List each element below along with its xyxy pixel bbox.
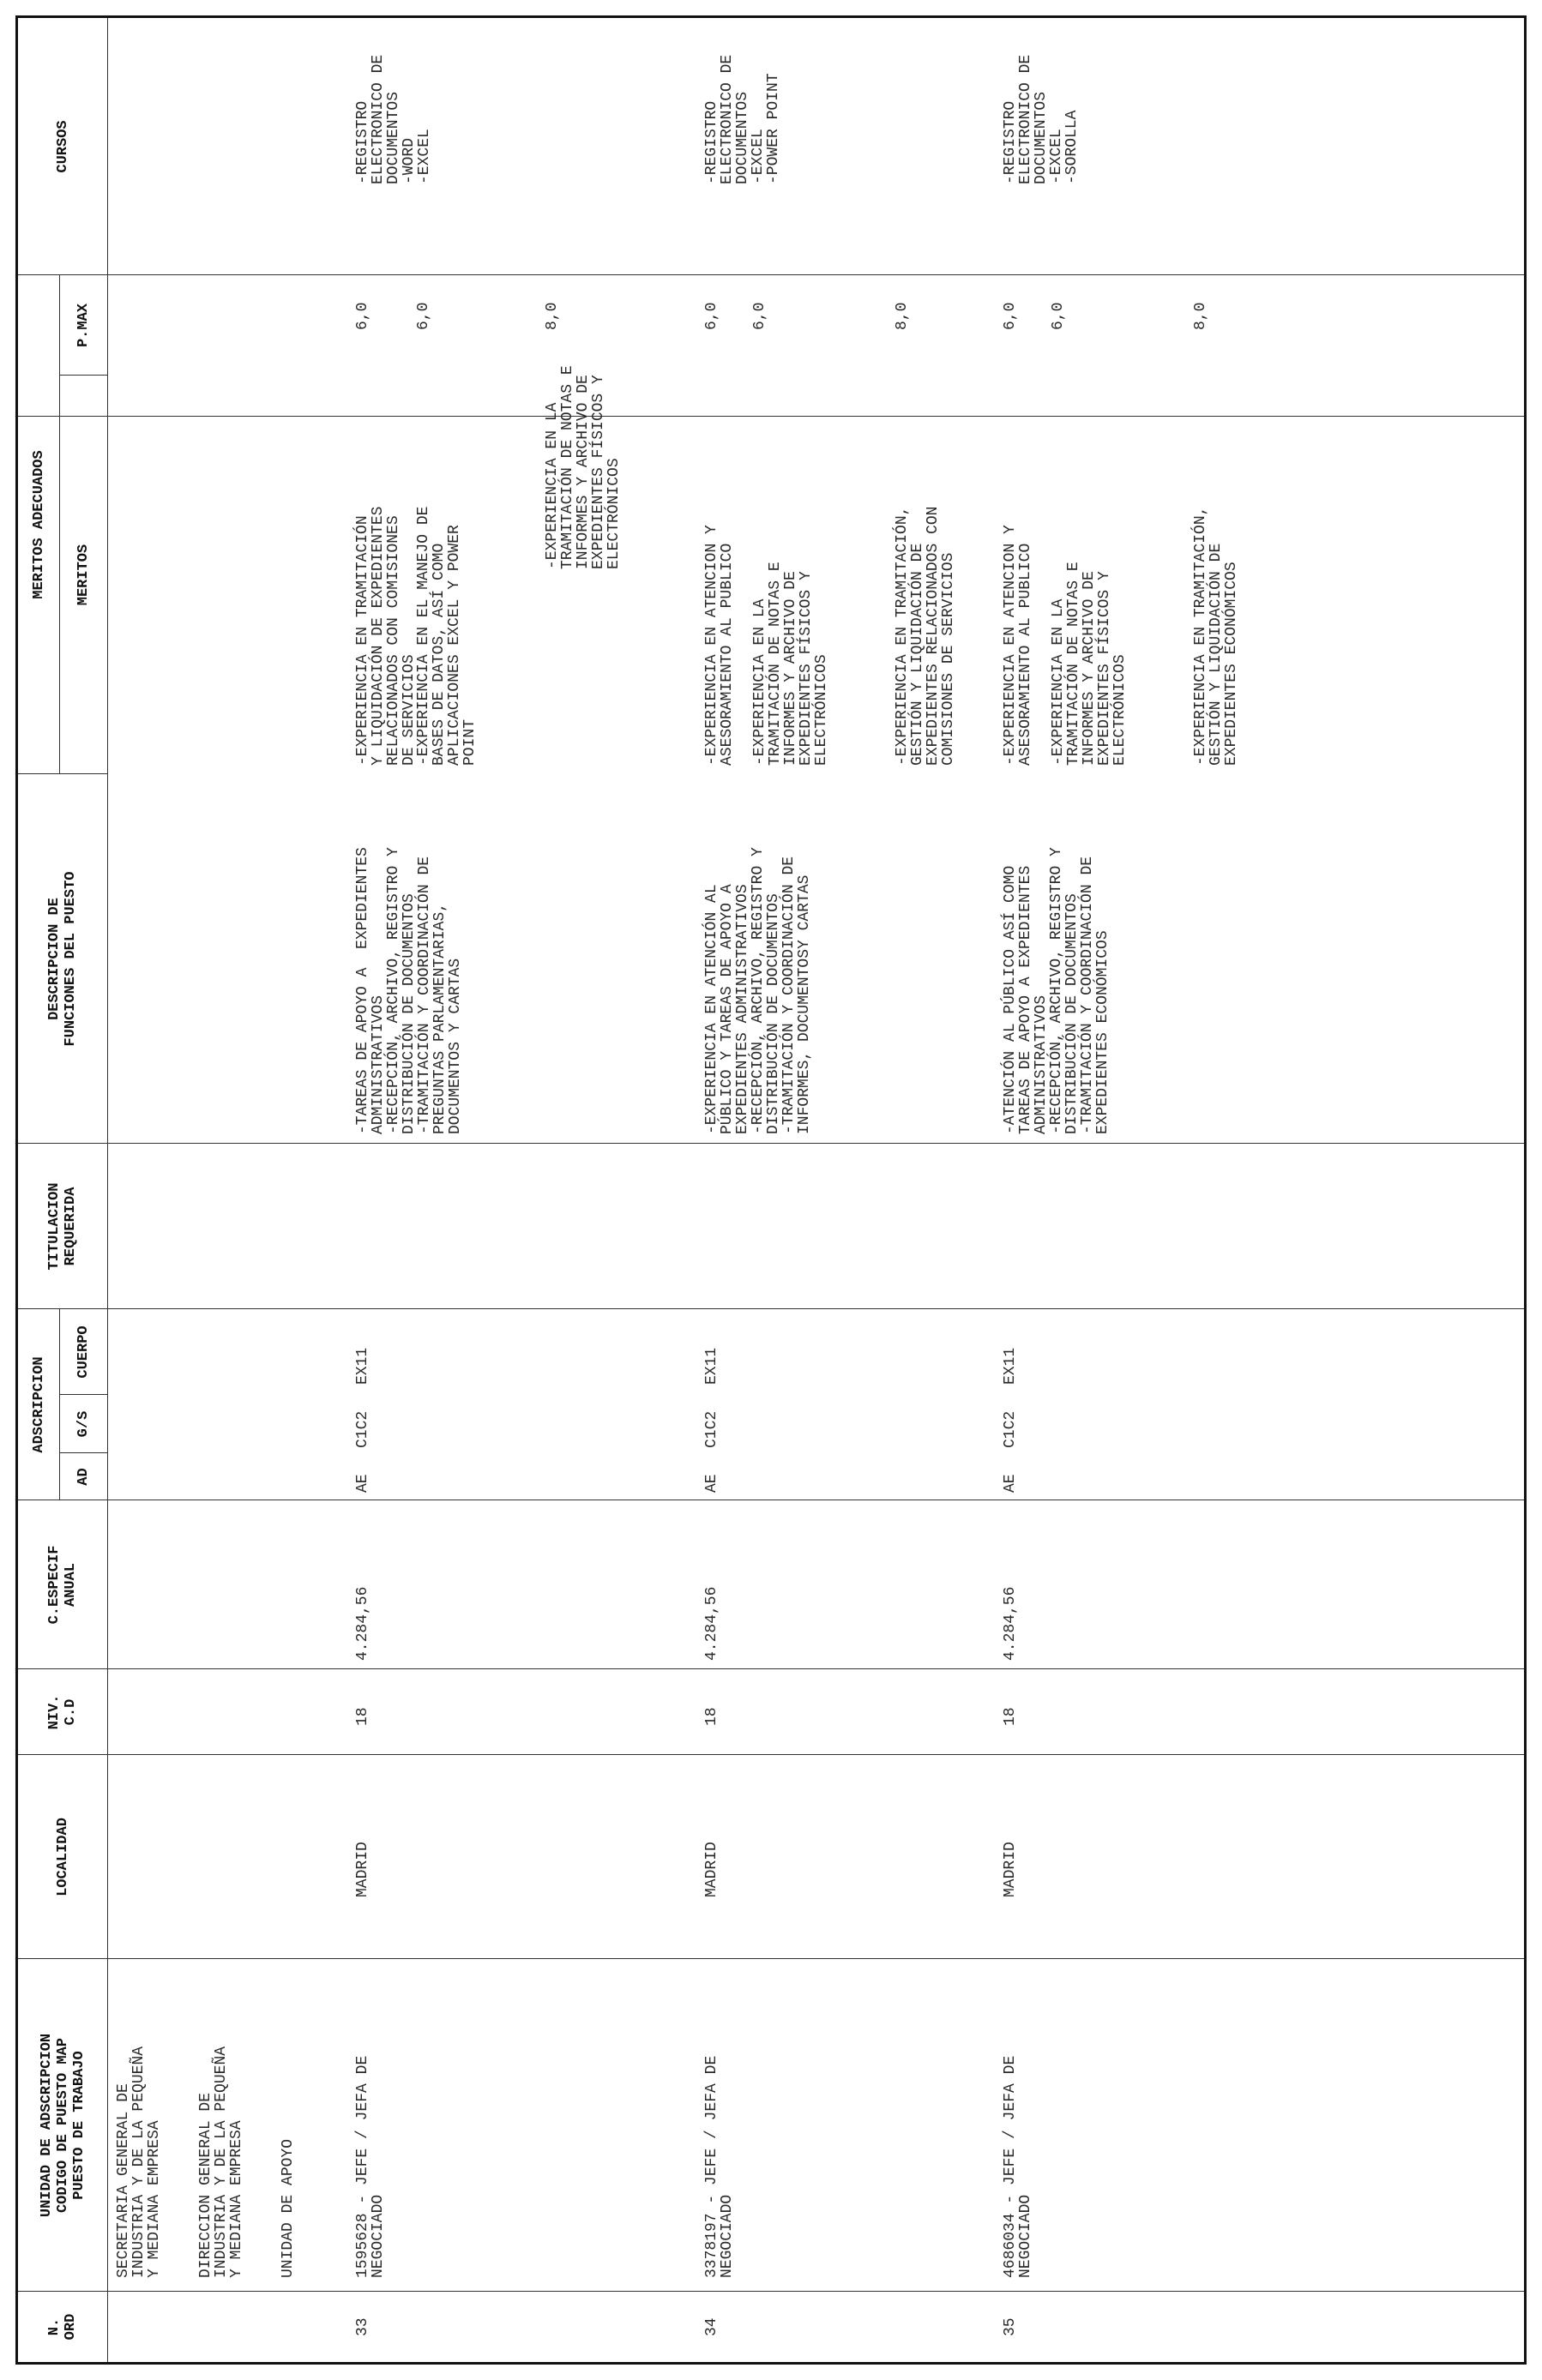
row-nivel: 18	[703, 1707, 720, 1726]
row-cuerpo: EX11	[354, 1347, 371, 1385]
org-unidad: UNIDAD DE APOYO	[280, 2138, 297, 2278]
row-ad: AE	[1002, 1474, 1019, 1493]
col-sep-descripcion	[18, 416, 1524, 417]
row-cursos: -REGISTRO ELECTRONICO DE DOCUMENTOS -EXCEL -POWER POINT	[703, 54, 782, 184]
row-merito-2: -EXPERIENCIA EN LA TRAMITACIÓN DE NOTAS E INFORMES Y ARCHIVO DE EXPEDIENTES FÍSICOS Y ELECTRÓNICOS	[751, 562, 830, 766]
row-pmax-2: 6,0	[1050, 302, 1067, 330]
row-cursos: -REGISTRO ELECTRONICO DE DOCUMENTOS -WORD -EXCEL	[354, 54, 433, 184]
row-localidad: MADRID	[1002, 1842, 1019, 1897]
header-meritos: MERITOS	[75, 544, 92, 606]
row-nivel: 18	[354, 1707, 371, 1726]
row-localidad: MADRID	[703, 1842, 720, 1897]
row-ord: 35	[1002, 2317, 1019, 2336]
row-descripcion: -ATENCIÓN AL PÚBLICO ASÍ COMO TAREAS DE APOYO A EXPEDIENTES ADMINISTRATIVOS -RECEPCIÓN, ARCHIVO, REGISTRO Y DISTRIBUCIÓN DE DOCUMENTOS -TRAMITACIÓN Y COORDINACIÓN DE EXPEDIENTES ECONÓMICOS	[1002, 847, 1111, 1134]
row-merito-2: -EXPERIENCIA EN EL MANEJO DE BASES DE DATOS, ASÍ COMO APLICACIONES EXCEL Y POWER POINT	[415, 506, 479, 766]
col-sep-ord	[18, 2291, 1524, 2292]
row-merito-1: -EXPERIENCIA EN ATENCION Y ASESORAMIENTO AL PUBLICO	[703, 525, 736, 766]
header-especifico: C.ESPECIF ANUAL	[46, 1545, 79, 1625]
header-unidad: UNIDAD DE ADSCRIPCION CODIGO DE PUESTO MAP PUESTO DE TRABAJO	[38, 2033, 87, 2218]
row-gs: C1C2	[354, 1410, 371, 1448]
org-direccion: DIRECCION GENERAL DE INDUSTRIA Y DE LA PEQUEÑA Y MEDIANA EMPRESA	[197, 2046, 245, 2278]
row-cuerpo: EX11	[703, 1347, 720, 1385]
header-cuerpo: CUERPO	[75, 1325, 92, 1379]
col-sep-adscripcion	[18, 1308, 1524, 1309]
row-cuerpo: EX11	[1002, 1347, 1019, 1385]
row-descripcion: -TAREAS DE APOYO A EXPEDIENTES ADMINISTRATIVOS -RECEPCIÓN, ARCHIVO, REGISTRO Y DISTRIBUCIÓN DE DOCUMENTOS -TRAMITACIÓN Y COORDINACIÓN DE PREGUNTAS PARLAMENTARIAS, DOCUMENTOS Y CARTAS	[354, 847, 464, 1134]
header-n-ord: N. ORD	[46, 2313, 79, 2341]
col-sep-unidad	[18, 1958, 1524, 1959]
col-sep-meritos-adecuados	[18, 274, 1524, 275]
row-pmax-3: 8,0	[544, 302, 561, 330]
row-descripcion: -EXPERIENCIA EN ATENCIÓN AL PÚBLICO Y TAREAS DE APOYO A EXPEDIENTES ADMINISTRATIVOS -RECEPCIÓN, ARCHIVO, REGISTRO Y DISTRIBUCIÓN DE DOCUMENTOS -TRAMITACIÓN Y COORDINACIÓN DE INFORMES, DOCUMENTOSY CARTAS	[703, 847, 813, 1134]
row-especifico: 4.284,56	[354, 1586, 371, 1661]
rotated-table	[18, 18, 1524, 2362]
header-meritos-adecuados: MERITOS ADECUADOS	[30, 450, 47, 599]
row-merito-3: -EXPERIENCIA EN LA TRAMITACIÓN DE NOTAS E INFORMES Y ARCHIVO DE EXPEDIENTES FÍSICOS Y ELECTRÓNICOS	[544, 365, 623, 569]
row-localidad: MADRID	[354, 1842, 371, 1897]
header-titulacion: TITULACION REQUERIDA	[46, 1182, 79, 1271]
row-pmax-1: 6,0	[703, 302, 720, 330]
header-bottom-line	[107, 18, 108, 2362]
col-sep-nivel	[18, 1668, 1524, 1669]
row-cursos: -REGISTRO ELECTRONICO DE DOCUMENTOS -EXCEL -SOROLLA	[1002, 54, 1081, 184]
header-cursos: CURSOS	[54, 120, 71, 173]
row-merito-1: -EXPERIENCIA EN ATENCION Y ASESORAMIENTO AL PUBLICO	[1002, 525, 1034, 766]
header-pmax: P.MAX	[75, 304, 92, 348]
header-localidad: LOCALIDAD	[54, 1818, 71, 1896]
col-sep-titulacion	[18, 1143, 1524, 1144]
row-gs: C1C2	[1002, 1410, 1019, 1448]
row-ad: AE	[354, 1474, 371, 1493]
row-pmax-1: 6,0	[354, 302, 371, 330]
col-sep-localidad	[18, 1754, 1524, 1755]
row-ord: 34	[703, 2317, 720, 2336]
row-puesto: 3378197 - JEFE / JEFA DE NEGOCIADO	[703, 2055, 736, 2278]
row-gs: C1C2	[703, 1410, 720, 1448]
header-descripcion: DESCRIPCION DE FUNCIONES DEL PUESTO	[46, 871, 79, 1047]
row-merito-2: -EXPERIENCIA EN LA TRAMITACIÓN DE NOTAS E INFORMES Y ARCHIVO DE EXPEDIENTES FÍSICOS Y ELECTRÓNICOS	[1050, 562, 1129, 766]
header-ad: AD	[75, 1468, 92, 1486]
row-especifico: 4.284,56	[1002, 1586, 1019, 1661]
row-pmax-1: 6,0	[1002, 302, 1019, 330]
row-puesto: 1595628 - JEFE / JEFA DE NEGOCIADO	[354, 2055, 387, 2278]
row-pmax-2: 6,0	[415, 302, 432, 330]
row-puesto: 4686034 - JEFE / JEFA DE NEGOCIADO	[1002, 2055, 1034, 2278]
row-ad: AE	[703, 1474, 720, 1493]
row-merito-3: -EXPERIENCIA EN TRAMITACIÓN, GESTIÓN Y LIQUIDACIÓN DE EXPEDIENTES RELACIONADOS CON COMISIONES DE SERVICIOS	[894, 506, 957, 766]
row-ord: 33	[354, 2317, 371, 2336]
row-merito-3: -EXPERIENCIA EN TRAMITACIÓN, GESTIÓN Y LIQUIDACIÓN DE EXPEDIENTES ECONÓMICOS	[1192, 506, 1240, 766]
document-frame	[15, 15, 1527, 2365]
header-nivel: NIV. C.D	[46, 1694, 79, 1730]
org-secretaria: SECRETARIA GENERAL DE INDUSTRIA Y DE LA PEQUEÑA Y MEDIANA EMPRESA	[115, 2046, 163, 2278]
row-pmax-2: 6,0	[751, 302, 768, 330]
header-adscripcion: ADSCRIPCION	[30, 1356, 47, 1453]
row-pmax-3: 8,0	[1192, 302, 1209, 330]
row-merito-1: -EXPERIENCIA EN TRAMITACIÓN Y LIQUIDACIÓN DE EXPEDIENTES RELACIONADOS CON COMISIONES DE SERVICIOS	[354, 506, 418, 766]
row-nivel: 18	[1002, 1707, 1019, 1726]
row-especifico: 4.284,56	[703, 1586, 720, 1661]
header-gs: G/S	[75, 1410, 92, 1438]
row-pmax-3: 8,0	[894, 302, 911, 330]
